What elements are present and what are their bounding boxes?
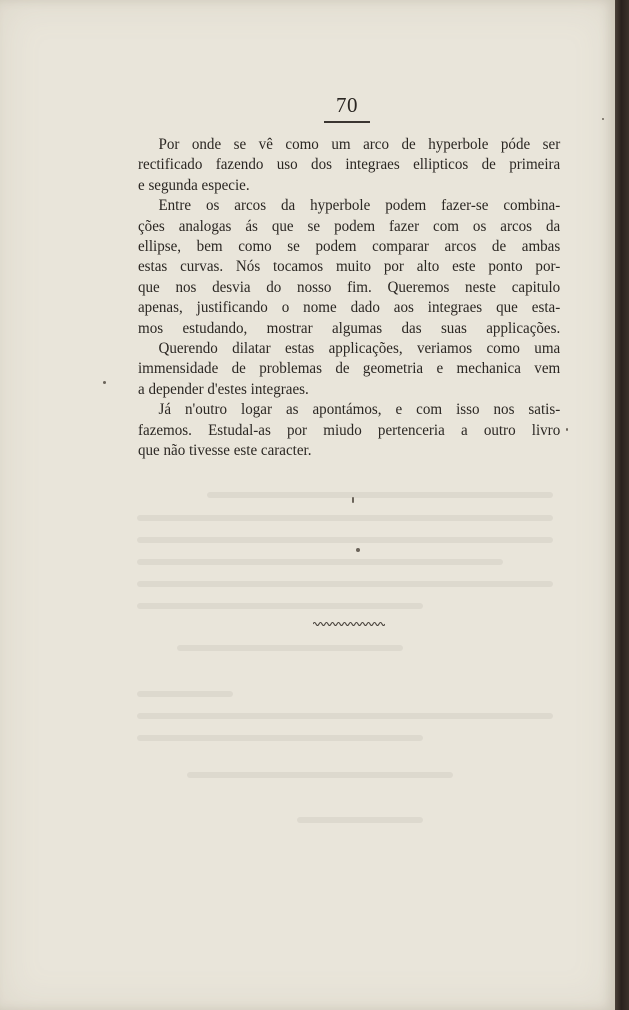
text-line: mos estudando, mostrar algumas das suas applicações. [138,318,561,337]
text-line: rectificado fazendo uso dos integraes ellipticos de primeira [138,155,561,174]
body-text [138,134,561,461]
text-line: que nos desvia do nosso fim. Queremos neste capitulo [138,277,561,296]
text-line: que não tivesse este caracter. [138,441,312,460]
page-number: 70 [336,93,358,117]
page-number-rule [324,121,370,123]
text-line: Entre os arcos da hyperbole podem fazer-se combina- [158,196,561,215]
text-line: Por onde se vê como um arco de hyperbole póde ser [158,135,561,153]
text-line: a depender d'estes integraes. [138,379,309,398]
book-binding-edge [615,0,629,1010]
paper-speck [566,428,568,431]
bleed-through-texture [120,480,560,840]
text-line: fazemos. Estudal-as por miudo pertenceria a outro livro [138,420,561,439]
text-line: Já n'outro logar as apontámos, e com isso nos satis- [158,400,561,419]
text-line: e segunda especie. [138,175,250,194]
text-line: apenas, justificando o nome dado aos integraes que esta- [138,298,561,317]
text-line: immensidade de problemas de geometria e mechanica vem [138,359,561,378]
paper-speck [103,381,106,384]
paper-speck [602,118,604,120]
text-line: ções analogas ás que se podem fazer com os arcos da [138,216,561,235]
text-line: ellipse, bem como se podem comparar arcos de ambas [138,237,561,256]
text-line: Querendo dilatar estas applicações, veriamos como uma [158,339,561,358]
text-line: estas curvas. Nós tocamos muito por alto este ponto por- [138,257,561,276]
